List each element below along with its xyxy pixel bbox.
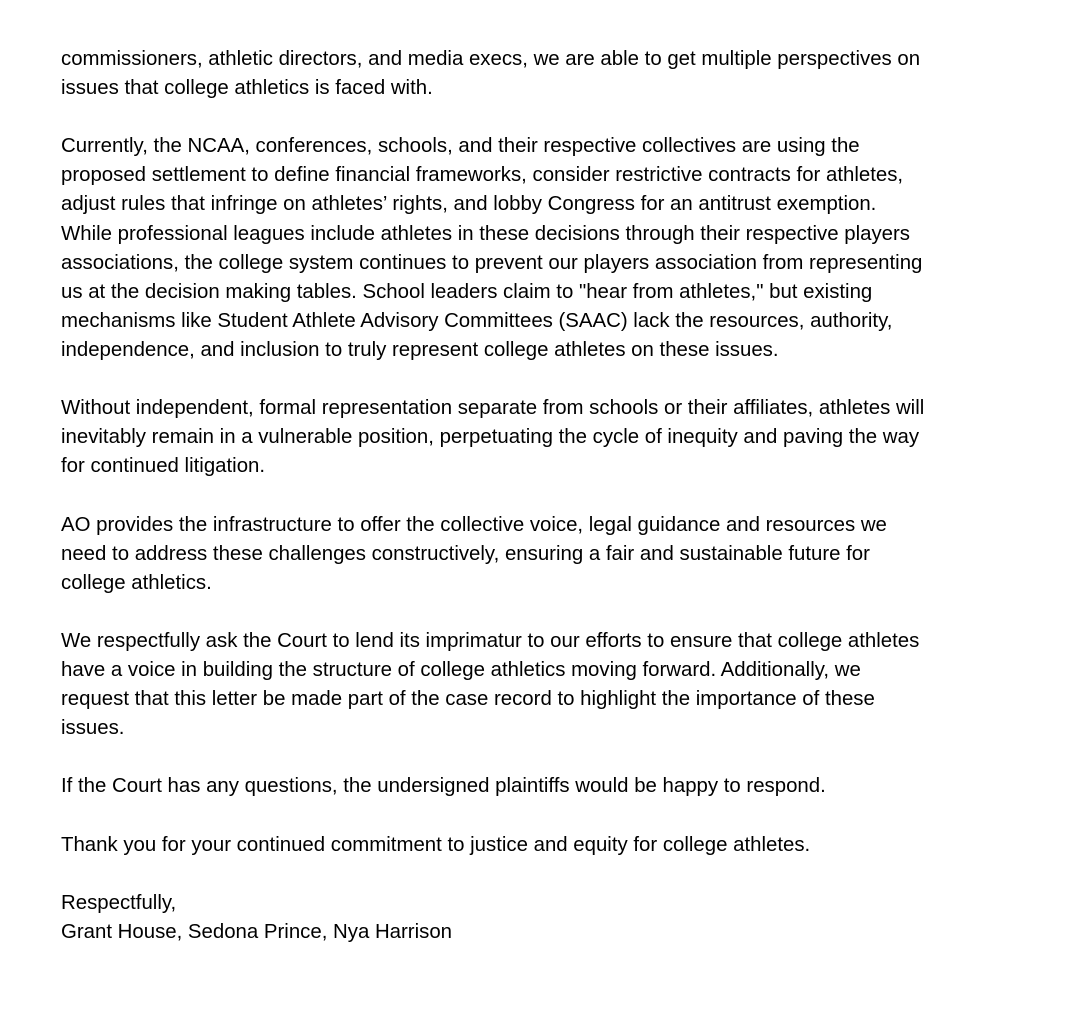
paragraph-thanks: Thank you for your continued commitment to justice and equity for college athletes.: [61, 833, 811, 856]
signatories: Grant House, Sedona Prince, Nya Harrison: [61, 920, 453, 943]
paragraph-current-situation: Currently, the NCAA, conferences, schools, and their respective collectives are using the proposed settlement to define financial frameworks, consider restrictive contracts for athletes, adjust rules that infringe on athletes’ rights, and lobby Congress for an antitrust exemption. While professional leagues include athletes in these decisions through their respective players associations, the college system continues to prevent our players association from representing us at the decision making tables. School leaders claim to "hear from athletes," but existing mechanisms like Student Athlete Advisory Committees (SAAC) lack the resources, authority, independence, and inclusion to truly represent college athletes on these issues.: [61, 135, 923, 361]
paragraph-representation: Without independent, formal representation separate from schools or their affiliates, athletes will inevitably remain in a vulnerable position, perpetuating the cycle of inequity and paving the way for continued litigation.: [61, 397, 925, 478]
closing-salutation: Respectfully,: [61, 891, 177, 914]
letter-body: [61, 45, 1061, 947]
paragraph-questions: If the Court has any questions, the undersigned plaintiffs would be happy to respond.: [61, 775, 826, 798]
paragraph-ao-infrastructure: AO provides the infrastructure to offer the collective voice, legal guidance and resources we need to address these challenges constructively, ensuring a fair and sustainable future for college athletics.: [61, 513, 887, 594]
paragraph-perspectives: commissioners, athletic directors, and media execs, we are able to get multiple perspectives on issues that college athletics is faced with.: [61, 48, 921, 100]
paragraph-request: We respectfully ask the Court to lend its imprimatur to our efforts to ensure that college athletes have a voice in building the structure of college athletics moving forward. Additionally, we request that this letter be made part of the case record to highlight the importance of these issues.: [61, 629, 920, 740]
signature-block: [61, 889, 1061, 947]
